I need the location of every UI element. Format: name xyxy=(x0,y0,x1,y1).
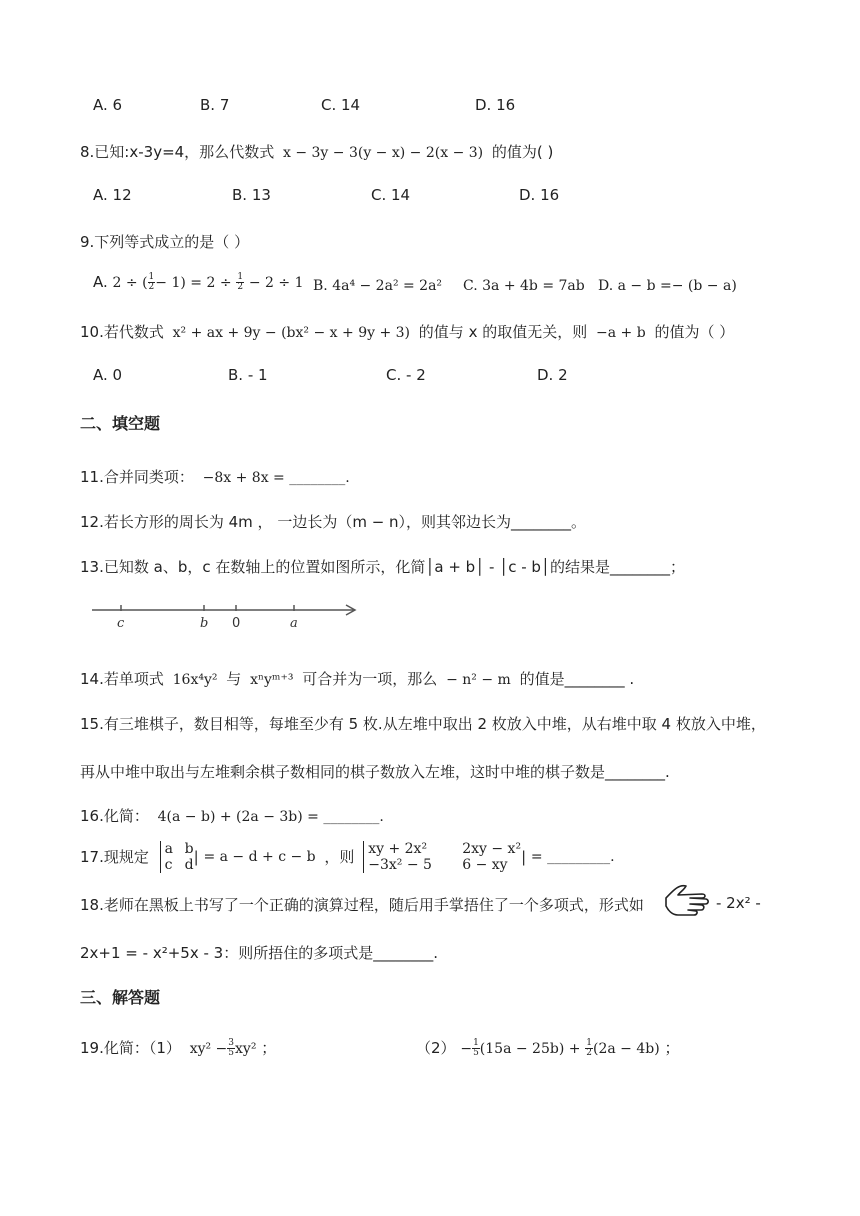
q8-text: 8.已知:x-3y=4，那么代数式 xyxy=(80,143,275,161)
q18-line1-tail: - 2x² - xyxy=(716,894,761,912)
label-zero: 0 xyxy=(232,616,241,631)
q19-part2-label: （2） xyxy=(416,1039,456,1057)
q8-option-c: C. 14 xyxy=(371,186,411,204)
expr-part: 2 ÷ ( xyxy=(112,275,148,291)
expr-part: xy² − xyxy=(189,1041,228,1057)
fraction: $\frac{1}{2}$ xyxy=(586,1038,592,1058)
q14-monomial1: 16x⁴y² xyxy=(172,672,218,688)
section-heading-fill-blank: 二、填空题 xyxy=(80,414,161,433)
q11-question xyxy=(80,466,350,487)
q8-option-b: B. 13 xyxy=(232,186,271,204)
q7-option-c: C. 14 xyxy=(321,96,361,114)
expr-part: xy² xyxy=(235,1041,257,1057)
q16-expression: 4(a − b) + (2a − 3b) = ________. xyxy=(157,809,384,825)
determinant-expression: xy + 2x² 2xy − x² −3x² − 5 6 − xy xyxy=(363,841,521,873)
q18-line2: 2x+1 = - x²+5x - 3：则所捂住的多项式是________. xyxy=(80,944,438,962)
option-label: A. xyxy=(93,273,108,291)
punctuation: ； xyxy=(261,1039,277,1057)
fraction: $\frac{1}{2}$ xyxy=(237,272,244,292)
expr-part: (2a − 4b) xyxy=(593,1041,660,1057)
q19-text: 19.化简：（1） xyxy=(80,1039,181,1057)
fraction: $\frac{1}{2}$ xyxy=(148,272,155,292)
q17-question: 17.现规定 a b c d | = a − d + c − b ，则 xy + 2x² 2xy − x² −3x² − 5 6 − xy | = _________. xyxy=(80,841,615,873)
section-heading-solve: 三、解答题 xyxy=(80,988,161,1007)
q10-text-mid: 的值与 x 的取值无关，则 xyxy=(418,323,588,341)
fraction: $\frac{1}{5}$ xyxy=(473,1038,479,1058)
q17-text-mid: ，则 xyxy=(324,848,355,866)
q14-expression: − n² − m xyxy=(446,672,511,688)
q9-option-a xyxy=(93,273,304,292)
q10-option-c: C. - 2 xyxy=(386,366,426,384)
fraction: $\frac{3}{5}$ xyxy=(228,1038,235,1058)
determinant-definition: a b c d xyxy=(160,841,194,873)
label-b: b xyxy=(200,616,209,631)
q10-text: 10.若代数式 xyxy=(80,323,164,341)
expr-part: − 1) = 2 ÷ xyxy=(155,275,232,291)
q7-option-d: D. 16 xyxy=(475,96,516,114)
q9-option-b: B. 4a⁴ − 2a² = 2a² xyxy=(313,278,443,294)
q10-text-end: 的值为（ ） xyxy=(654,323,735,341)
q14-text-mid: 与 xyxy=(226,670,242,688)
q15-line1: 15.有三堆棋子，数目相等，每堆至少有 5 枚.从左堆中取出 2 枚放入中堆，从右堆中取 4 枚放入中堆， xyxy=(80,715,766,733)
expr-part: − xyxy=(460,1041,473,1057)
q8-option-a: A. 12 xyxy=(93,186,132,204)
q16-question xyxy=(80,805,384,826)
q17-text: 17.现规定 xyxy=(80,848,149,866)
q11-text: 11.合并同类项： xyxy=(80,468,194,486)
q12-question: 12.若长方形的周长为 4m ， 一边长为（m − n），则其邻边长为________。 xyxy=(80,513,587,531)
q14-text-end: 的值是________ . xyxy=(519,670,635,688)
q19-part1 xyxy=(80,1037,276,1058)
q10-question xyxy=(80,321,734,342)
q19-part2 xyxy=(416,1037,679,1058)
q9-option-d: D. a − b =− (b − a) xyxy=(598,278,737,294)
q14-monomial2: xⁿyᵐ⁺³ xyxy=(250,672,294,688)
q13-question: 13.已知数 a、b，c 在数轴上的位置如图所示，化简│a + b│ - │c - b│的结果是________； xyxy=(80,558,685,576)
q8-question xyxy=(80,141,553,162)
q10-option-b: B. - 1 xyxy=(228,366,268,384)
q10-option-d: D. 2 xyxy=(537,366,568,384)
q8-text-end: 的值为( ) xyxy=(491,143,554,161)
label-a: a xyxy=(290,616,298,631)
q8-expression: x − 3y − 3(y − x) − 2(x − 3) xyxy=(282,145,484,161)
hand-icon xyxy=(662,880,712,920)
q17-definition: = a − d + c − b xyxy=(203,849,316,865)
q14-text: 14.若单项式 xyxy=(80,670,164,688)
q11-expression: −8x + 8x = ________. xyxy=(202,470,350,486)
q10-expression: x² + ax + 9y − (bx² − x + 9y + 3) xyxy=(172,325,411,341)
expr-part: (15a − 25b) + xyxy=(479,1041,581,1057)
q18-line1: 18.老师在黑板上书写了一个正确的演算过程，随后用手掌捂住了一个多项式，形式如 xyxy=(80,896,644,914)
q10-option-a: A. 0 xyxy=(93,366,123,384)
q17-text-end: = _________. xyxy=(530,849,615,865)
q8-option-d: D. 16 xyxy=(519,186,560,204)
q10-expression2: −a + b xyxy=(596,325,646,341)
q7-option-b: B. 7 xyxy=(200,96,230,114)
q15-line2: 再从中堆中取出与左堆剩余棋子数相同的棋子数放入左堆，这时中堆的棋子数是________. xyxy=(80,763,670,781)
q7-option-a: A. 6 xyxy=(93,96,123,114)
punctuation: ； xyxy=(664,1039,680,1057)
q9-question: 9.下列等式成立的是（ ） xyxy=(80,233,250,251)
expr-part: − 2 ÷ 1 xyxy=(248,275,304,291)
q14-text-mid2: 可合并为一项，那么 xyxy=(302,670,438,688)
q16-text: 16.化简： xyxy=(80,807,149,825)
number-line xyxy=(88,600,363,632)
label-c: c xyxy=(117,616,125,631)
q14-question xyxy=(80,668,634,689)
q9-option-c: C. 3a + 4b = 7ab xyxy=(463,278,585,294)
